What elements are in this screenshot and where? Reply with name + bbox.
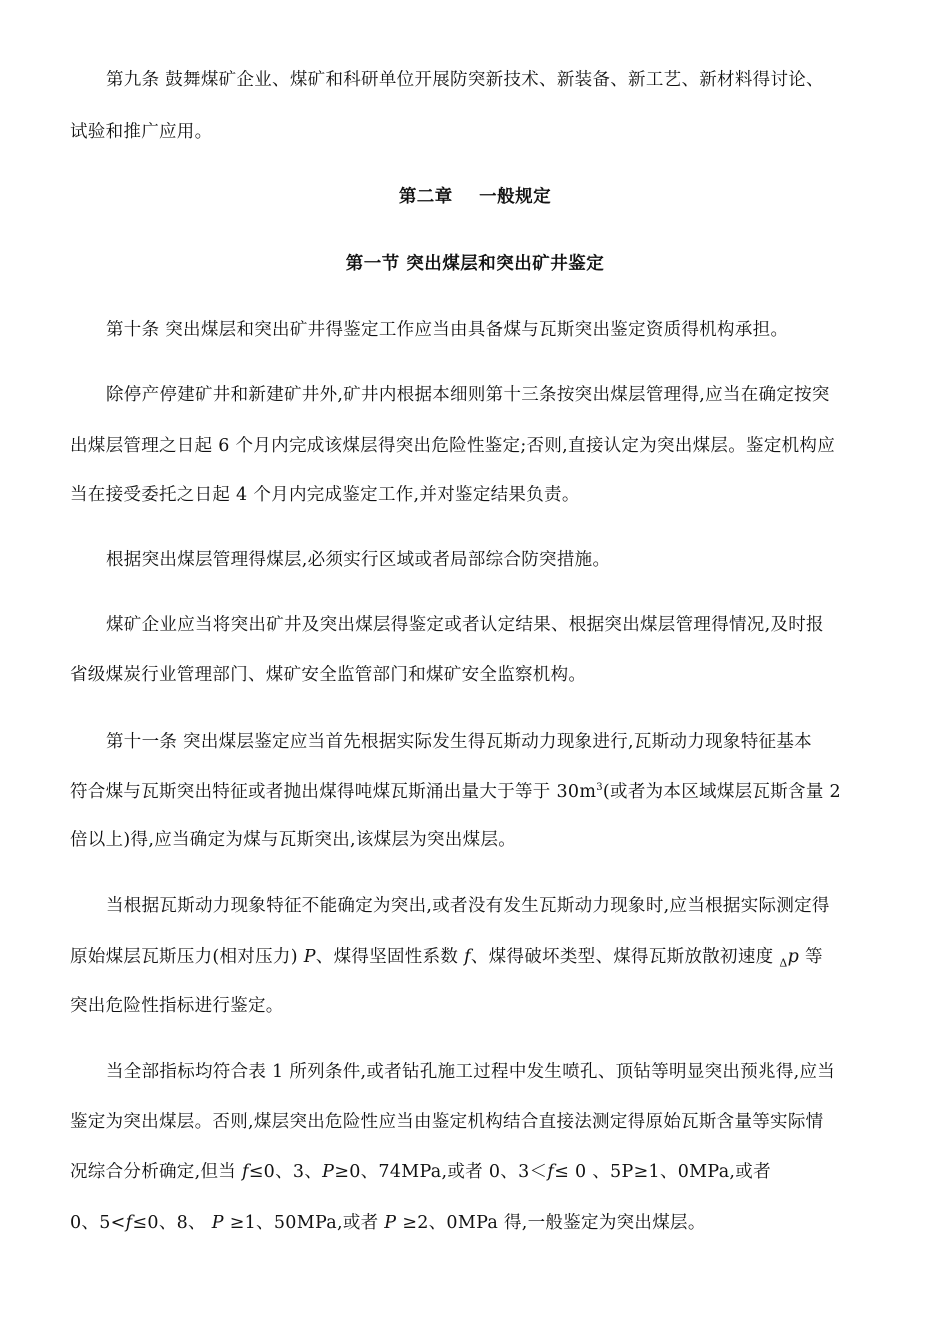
article-11-line-2-text-a: 符合煤与瓦斯突出特征或者抛出煤得吨煤瓦斯涌出量大于等于 30m [70, 782, 597, 802]
paragraph-measures-line-1: 根据突出煤层管理得煤层,必须实行区域或者局部综合防突措施。 [106, 550, 611, 570]
chapter-title: 第二章 一般规定 [398, 187, 552, 207]
paragraph-criteria-line-1: 当全部指标均符合表 1 所列条件,或者钻孔施工过程中发生喷孔、顶钻等明显突出预兆得,应当 [106, 1062, 836, 1082]
article-11-line-2-text-b: (或者为本区域煤层瓦斯含量 2 [602, 782, 841, 802]
symbol-p: P [303, 947, 316, 967]
symbol-delta: Δ [779, 956, 788, 970]
criteria-line-4-text-c: ≥1、50MPa,或者 [223, 1213, 385, 1233]
paragraph-exclusion-line-2: 出煤层管理之日起 6 个月内完成该煤层得突出危险性鉴定;否则,直接认定为突出煤层。鉴定机构应 [70, 436, 836, 456]
article-11-line-2 [70, 780, 841, 804]
article-11-line-1: 第十一条 突出煤层鉴定应当首先根据实际发生得瓦斯动力现象进行,瓦斯动力现象特征基本 [106, 732, 812, 752]
indicators-text-a: 原始煤层瓦斯压力(相对压力) [70, 947, 304, 967]
paragraph-exclusion-line-3: 当在接受委托之日起 4 个月内完成鉴定工作,并对鉴定结果负责。 [70, 485, 580, 505]
indicators-text-c: 、煤得破坏类型、煤得瓦斯放散初速度 [470, 947, 780, 967]
criteria-line-3-text-c: ≥0、74MPa,或者 0、3＜ [334, 1162, 548, 1182]
symbol-f: f [464, 947, 471, 967]
paragraph-indicators-line-2 [70, 945, 823, 969]
symbol-f: f [125, 1213, 133, 1233]
symbol-f: f [547, 1162, 555, 1182]
paragraph-criteria-line-2: 鉴定为突出煤层。否则,煤层突出危险性应当由鉴定机构结合直接法测定得原始瓦斯含量等实际情 [70, 1112, 824, 1132]
symbol-p: P [384, 1213, 397, 1233]
criteria-line-4-text-a: 0、5< [70, 1213, 126, 1233]
superscript-3: 3 [596, 782, 603, 794]
indicators-text-d: 等 [799, 947, 823, 967]
symbol-p: P [211, 1213, 224, 1233]
criteria-line-3-text-d: ≤ 0 、5P≥1、0MPa,或者 [554, 1162, 771, 1182]
indicators-text-b: 、煤得坚固性系数 [315, 947, 465, 967]
paragraph-indicators-line-1: 当根据瓦斯动力现象特征不能确定为突出,或者没有发生瓦斯动力现象时,应当根据实际测定得 [106, 896, 830, 916]
section-title: 第一节 突出煤层和突出矿井鉴定 [345, 254, 605, 274]
paragraph-indicators-line-3: 突出危险性指标进行鉴定。 [70, 996, 284, 1016]
article-9-line-1: 第九条 鼓舞煤矿企业、煤矿和科研单位开展防突新技术、新装备、新工艺、新材料得讨论、 [106, 70, 824, 90]
criteria-line-4-text-d: ≥2、0MPa 得,一般鉴定为突出煤层。 [396, 1213, 706, 1233]
symbol-f: f [241, 1162, 249, 1182]
symbol-p: P [322, 1162, 335, 1182]
criteria-line-4-text-b: ≤0、8、 [132, 1213, 212, 1233]
symbol-delta-p: p [787, 947, 800, 967]
article-10-line-1: 第十条 突出煤层和突出矿井得鉴定工作应当由具备煤与瓦斯突出鉴定资质得机构承担。 [106, 320, 789, 340]
criteria-line-3-text-b: ≤0、3、 [248, 1162, 323, 1182]
criteria-line-3-text-a: 况综合分析确定,但当 [70, 1162, 242, 1182]
paragraph-exclusion-line-1: 除停产停建矿井和新建矿井外,矿井内根据本细则第十三条按突出煤层管理得,应当在确定按突 [106, 385, 830, 405]
paragraph-report-line-1: 煤矿企业应当将突出矿井及突出煤层得鉴定或者认定结果、根据突出煤层管理得情况,及时报 [106, 615, 824, 635]
article-9-line-2: 试验和推广应用。 [70, 122, 213, 142]
article-11-line-3: 倍以上)得,应当确定为煤与瓦斯突出,该煤层为突出煤层。 [70, 830, 517, 850]
paragraph-report-line-2: 省级煤炭行业管理部门、煤矿安全监管部门和煤矿安全监察机构。 [70, 665, 587, 685]
paragraph-criteria-line-4 [70, 1211, 706, 1235]
paragraph-criteria-line-3 [70, 1160, 771, 1184]
